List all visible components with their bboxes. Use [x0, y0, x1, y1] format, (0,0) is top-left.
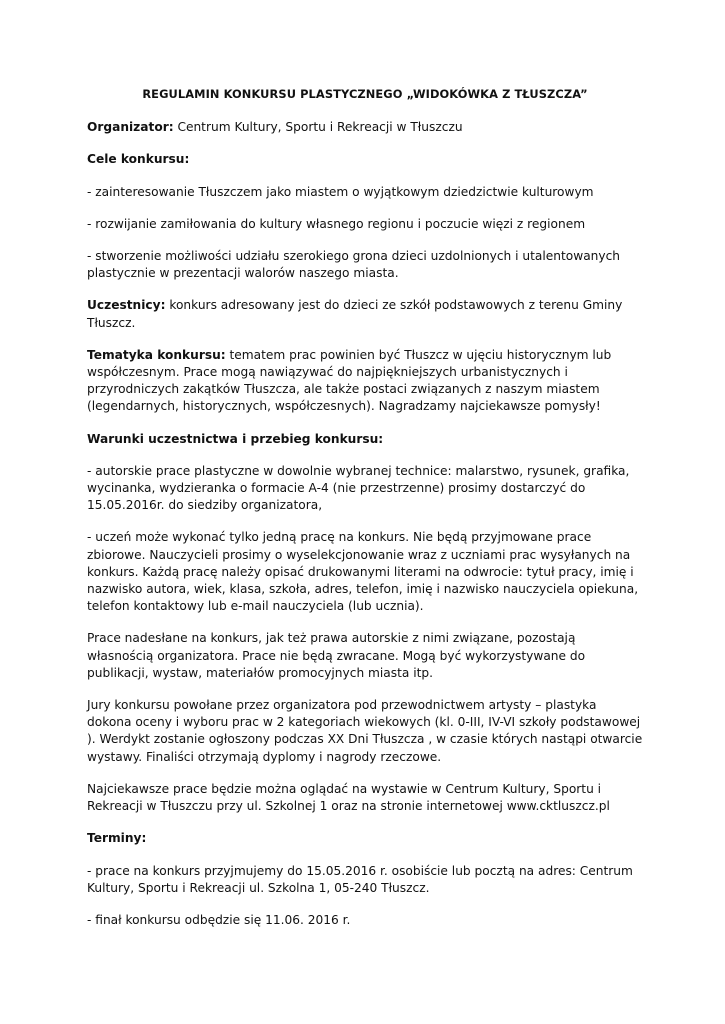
goal-item: - zainteresowanie Tłuszczem jako miastem o wyjątkowym dziedzictwie kulturowym [87, 184, 594, 199]
deadline-item: - prace na konkurs przyjmujemy do 15.05.2016 r. osobiście lub pocztą na adres: Centrum Kultury, Sportu i Rekreacji ul. Szkolna 1, 05-240 Tłuszcz. [87, 863, 633, 895]
goal-item: - rozwijanie zamiłowania do kultury własnego regionu i poczucie więzi z regionem [87, 216, 586, 231]
organizer-text: Centrum Kultury, Sportu i Rekreacji w Tłuszczu [173, 120, 463, 135]
participants-paragraph [87, 297, 643, 331]
organizer-paragraph [87, 119, 643, 136]
conditions-heading: Warunki uczestnictwa i przebieg konkursu: [87, 431, 384, 446]
document-title: REGULAMIN KONKURSU PLASTYCZNEGO „WIDOKÓWKA Z TŁUSZCZA” [142, 87, 588, 101]
deadline-item: - finał konkursu odbędzie się 11.06. 2016 r. [87, 912, 351, 927]
conditions-paragraph: - uczeń może wykonać tylko jedną pracę na konkurs. Nie będą przyjmowane prace zbiorowe. Nauczycieli prosimy o wyselekcjonowanie wraz z uczniami prac wysyłanych na konkurs. Każdą pracę należy opisać drukowanymi literami na odwrocie: tytuł pracy, imię i nazwisko autora, wiek, klasa, szkoła, adres, telefon, imię i nazwisko nauczyciela opiekuna, telefon kontaktowy lub e-mail nauczyciela (lub ucznia). [87, 530, 639, 614]
organizer-label: Organizator: [87, 120, 174, 135]
conditions-paragraph: Prace nadesłane na konkurs, jak też prawa autorskie z nimi związane, pozostają własnością organizatora. Prace nie będą zwracane. Mogą być wykorzystywane do publikacji, wystaw, materiałów promocyjnych miasta itp. [87, 631, 586, 680]
conditions-paragraph: Jury konkursu powołane przez organizatora pod przewodnictwem artysty – plastyka dokona oceny i wyboru prac w 2 kategoriach wiekowych (kl. 0-III, IV-VI szkoły podstawowej ). Werdykt zostanie ogłoszony podczas XX Dni Tłuszcza , w czasie których nastąpi otwarcie wystawy. Finaliści otrzymają dyplomy i nagrody rzeczowe. [87, 698, 643, 764]
conditions-paragraph: Najciekawsze prace będzie można oglądać na wystawie w Centrum Kultury, Sportu i Rekreacji w Tłuszczu przy ul. Szkolnej 1 oraz na stronie internetowej www.cktluszcz.pl [87, 781, 610, 814]
theme-text: tematem prac powinien być Tłuszcz w ujęciu historycznym lub współczesnym. Prace mogą nawiązywać do najpiękniejszych urbanistycznych i przyrodniczych zakątków Tłuszcza, ale także postaci związanych z naszym miastem (legendarnych, historycznych, współczesnych). Nagradzamy najciekawsze pomysły! [87, 347, 612, 414]
goals-heading: Cele konkursu: [87, 152, 190, 167]
document-page [87, 86, 643, 944]
conditions-paragraph: - autorskie prace plastyczne w dowolnie wybranej technice: malarstwo, rysunek, grafika, wycinanka, wydzieranka o formacie A-4 (nie przestrzenne) prosimy dostarczyć do 15.05.2016r. do siedziby organizatora, [87, 463, 630, 513]
participants-text: konkurs adresowany jest do dzieci ze szkół podstawowych z terenu Gminy Tłuszcz. [87, 298, 623, 330]
theme-paragraph [87, 347, 643, 416]
participants-label: Uczestnicy: [87, 298, 166, 313]
theme-label: Tematyka konkursu: [87, 347, 226, 362]
deadlines-heading: Terminy: [87, 831, 147, 846]
goal-item: - stworzenie możliwości udziału szerokiego grona dzieci uzdolnionych i utalentowanych plastycznie w prezentacji walorów naszego miasta. [87, 249, 621, 281]
